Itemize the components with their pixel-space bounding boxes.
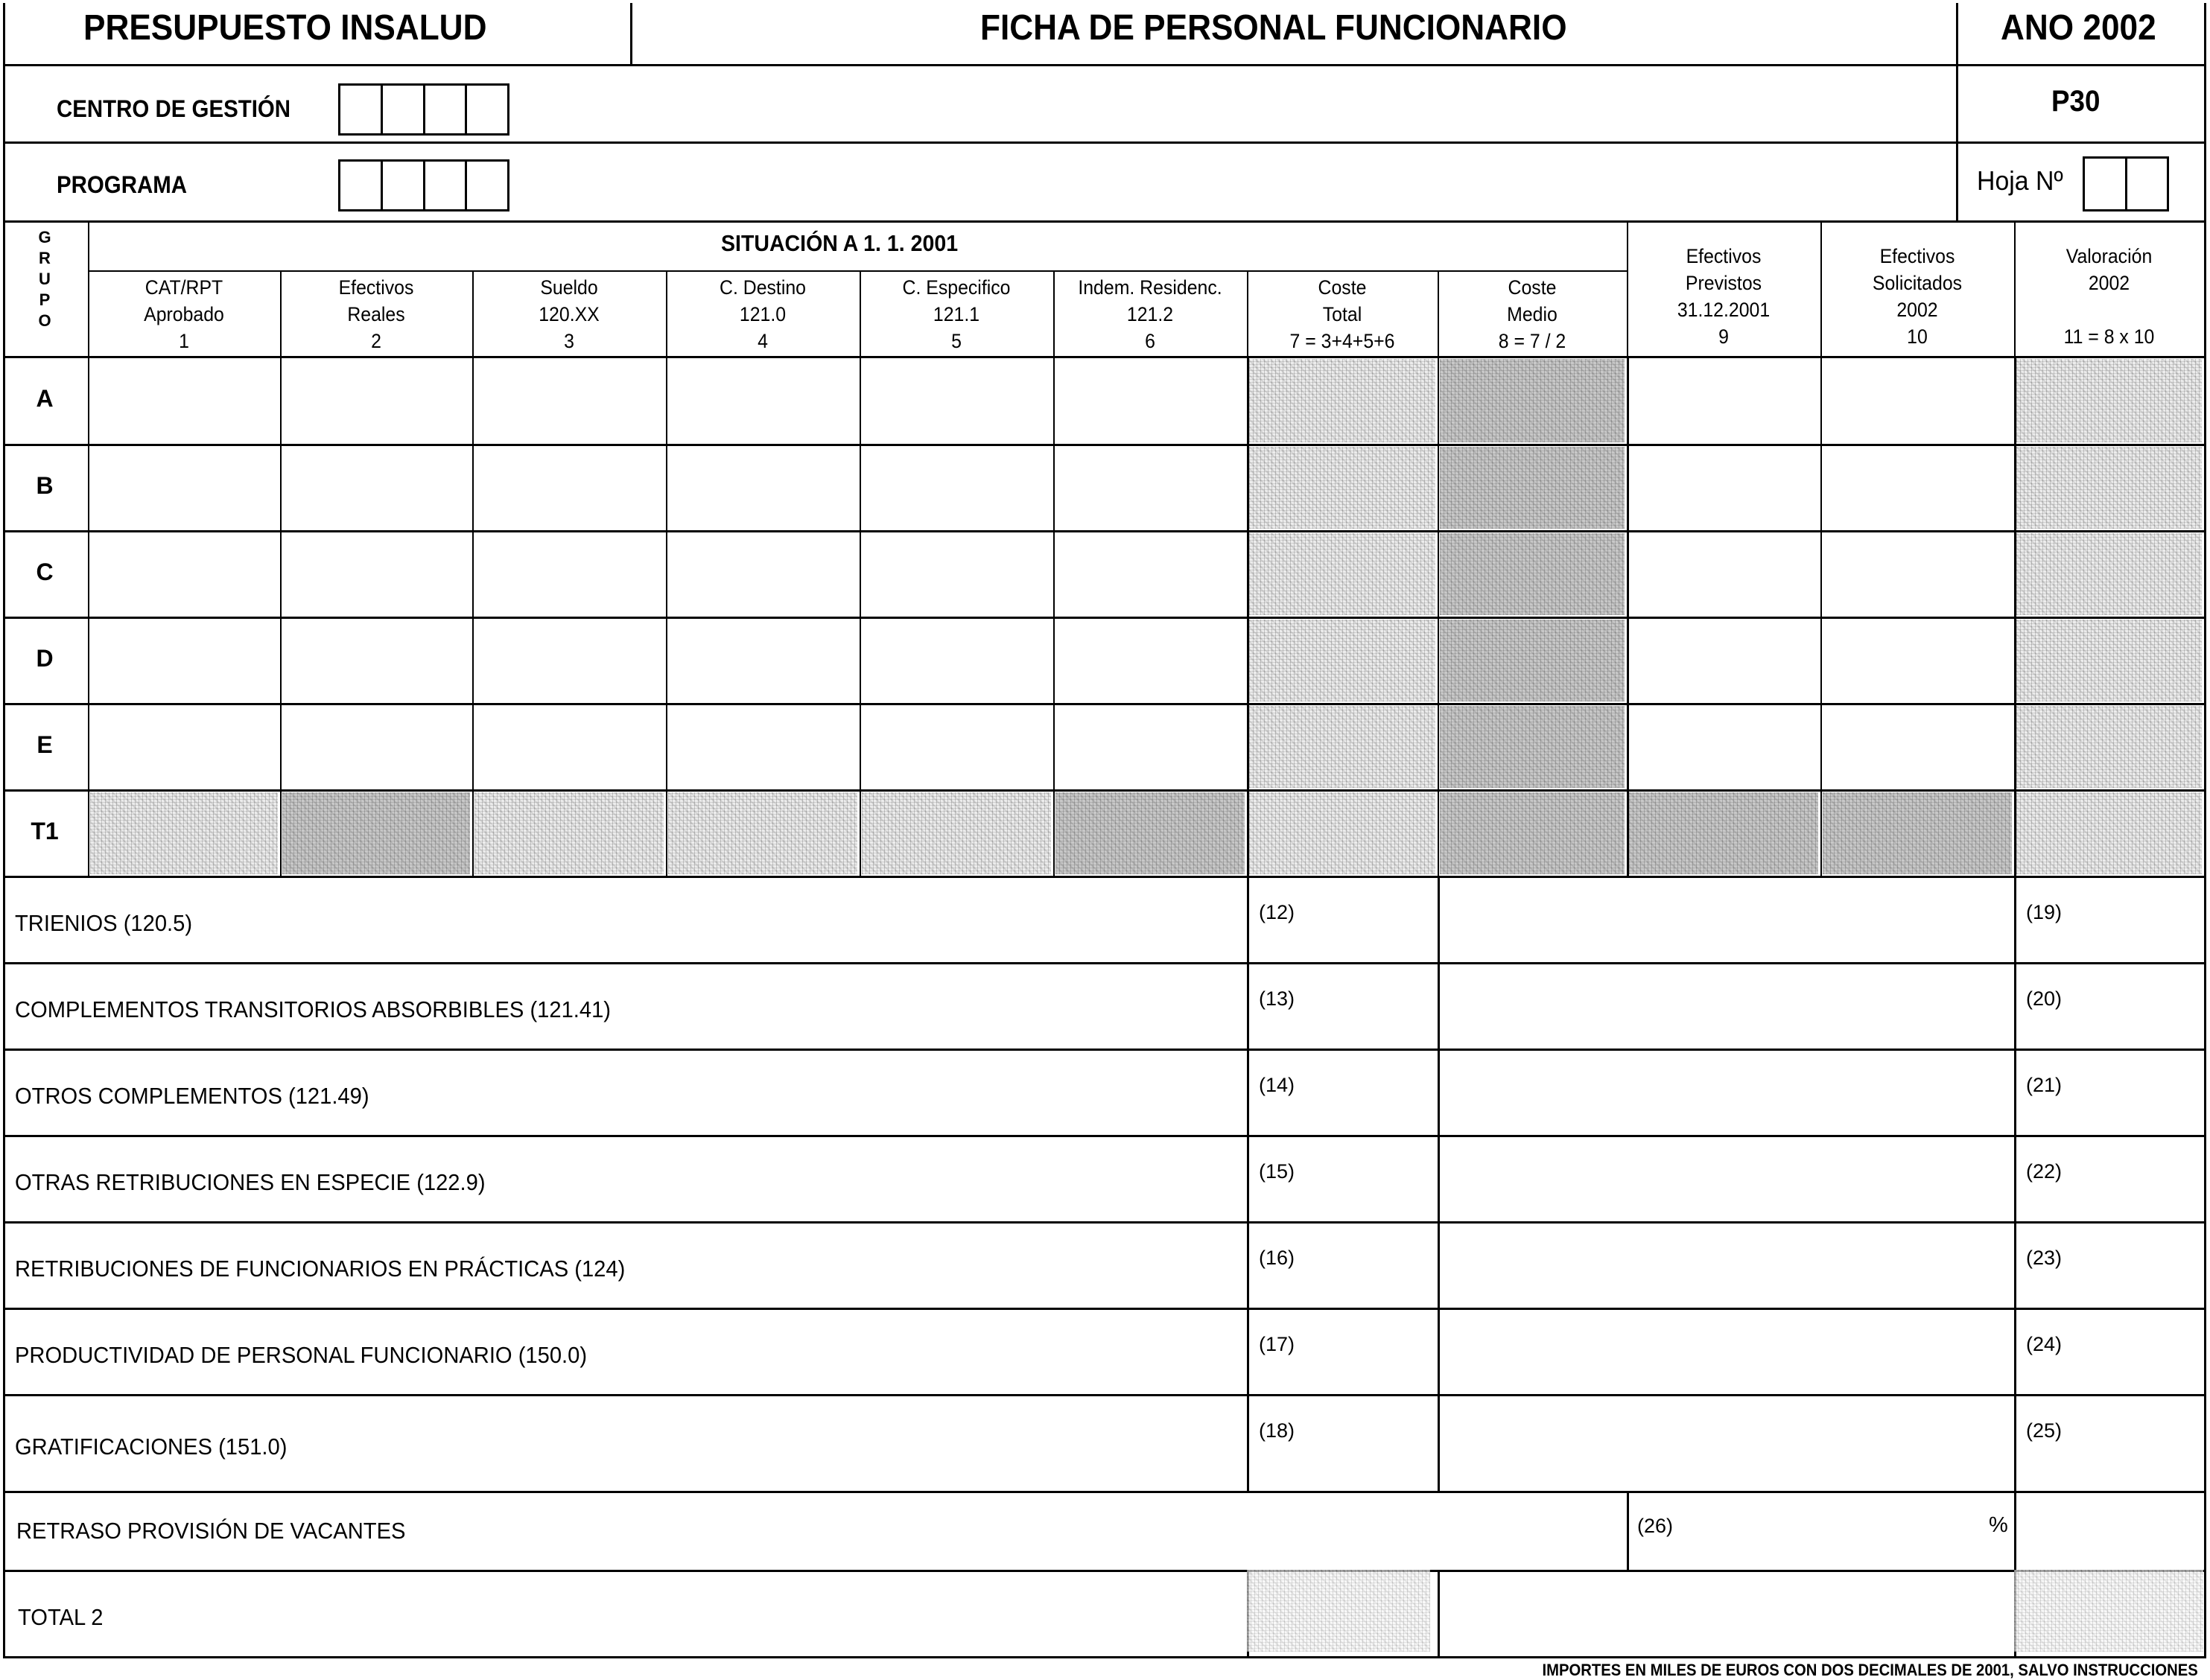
shaded-calculated-cell xyxy=(2016,706,2202,788)
concept-valoracion-field[interactable] xyxy=(2014,1049,2204,1135)
shaded-calculated-cell xyxy=(2016,533,2202,615)
concept-code-left: (16) xyxy=(1259,1247,1295,1269)
column-header-text: Coste xyxy=(1318,276,1367,299)
hoja-number-boxes[interactable] xyxy=(2083,156,2169,211)
rule xyxy=(88,270,1627,272)
rule xyxy=(2204,3,2206,1656)
total2-valoracion-shaded xyxy=(2014,1570,2203,1652)
shaded-calculated-cell xyxy=(1249,533,1435,615)
input-cell[interactable] xyxy=(666,444,860,530)
concept-valoracion-field[interactable] xyxy=(2014,1394,2204,1491)
concept-code-right: (21) xyxy=(2026,1074,2063,1096)
rule xyxy=(3,876,2206,878)
retraso-percent-field[interactable] xyxy=(1627,1491,2014,1568)
input-cell[interactable] xyxy=(88,617,280,703)
column-header-text: C. Especifico xyxy=(902,276,1011,299)
input-cell[interactable] xyxy=(88,444,280,530)
input-cell[interactable] xyxy=(472,617,666,703)
shaded-calculated-cell xyxy=(1440,792,1625,874)
column-header-number: 3 xyxy=(564,330,574,352)
rule xyxy=(1438,876,1440,1491)
rule xyxy=(3,1049,2206,1051)
column-header-7 xyxy=(1254,274,1430,354)
concept-code-left: (14) xyxy=(1259,1074,1295,1096)
rule xyxy=(3,64,2206,66)
input-cell[interactable] xyxy=(1053,530,1247,617)
shaded-calculated-cell xyxy=(2016,447,2202,529)
concept-valoracion-field[interactable] xyxy=(2014,1308,2204,1394)
column-header-10 xyxy=(1828,243,2006,350)
total2-label: TOTAL 2 xyxy=(18,1604,104,1630)
rule xyxy=(3,1394,2206,1396)
input-cell[interactable] xyxy=(860,356,1053,444)
concept-code-right: (23) xyxy=(2026,1247,2063,1269)
column-header-number: 8 = 7 / 2 xyxy=(1498,330,1566,352)
centro-gestion-label: CENTRO DE GESTIÓN xyxy=(57,95,291,122)
input-cell[interactable] xyxy=(472,444,666,530)
column-header-text: Efectivos xyxy=(1686,245,1762,267)
programa-code-boxes[interactable] xyxy=(338,159,509,211)
rule xyxy=(3,220,2206,223)
concept-code-left: (17) xyxy=(1259,1333,1295,1355)
column-header-number: 9 xyxy=(1718,325,1729,348)
concept-code-right: (22) xyxy=(2026,1160,2063,1183)
column-header-number: 4 xyxy=(758,330,768,352)
input-cell[interactable] xyxy=(860,703,1053,789)
shaded-calculated-cell xyxy=(1629,792,1818,874)
column-header-text: 2002 xyxy=(2088,272,2130,294)
group-row-label: A xyxy=(36,385,54,412)
shaded-calculated-cell xyxy=(2016,620,2202,701)
column-header-text: 31.12.2001 xyxy=(1677,299,1771,321)
column-header-text: 121.0 xyxy=(739,303,787,325)
concept-coste-field[interactable] xyxy=(1247,876,1438,962)
column-header-text: Efectivos xyxy=(1879,245,1955,267)
rule xyxy=(3,1135,2206,1137)
input-cell[interactable] xyxy=(1627,617,1820,703)
column-header-text: Coste xyxy=(1508,276,1557,299)
input-cell[interactable] xyxy=(1627,356,1820,444)
grupo-letter: G xyxy=(38,228,51,246)
input-cell[interactable] xyxy=(472,356,666,444)
concept-code-left: (12) xyxy=(1259,901,1295,923)
input-cell[interactable] xyxy=(88,356,280,444)
column-header-6 xyxy=(1061,274,1239,354)
shaded-calculated-cell xyxy=(1440,447,1625,529)
concept-label: GRATIFICACIONES (151.0) xyxy=(15,1434,288,1460)
grupo-letter: O xyxy=(38,311,51,330)
rule xyxy=(3,1570,2206,1572)
column-header-text: 2002 xyxy=(1896,299,1938,321)
grupo-letter: P xyxy=(39,290,51,309)
concept-coste-field[interactable] xyxy=(1247,1049,1438,1135)
shaded-calculated-cell xyxy=(474,792,664,874)
grupo-letter: R xyxy=(39,249,51,267)
concept-coste-field[interactable] xyxy=(1247,1221,1438,1308)
column-header-text: Solicitados xyxy=(1872,272,1963,294)
rule xyxy=(1956,3,1958,222)
column-header-number: 7 = 3+4+5+6 xyxy=(1289,330,1395,352)
budget-title: PRESUPUESTO INSALUD xyxy=(83,8,487,48)
column-header-text: CAT/RPT xyxy=(145,276,223,299)
column-header-number: 1 xyxy=(179,330,189,352)
input-cell[interactable] xyxy=(280,617,472,703)
column-header-5 xyxy=(867,274,1045,354)
column-header-text: 121.2 xyxy=(1126,303,1174,325)
column-header-text: Medio xyxy=(1507,303,1558,325)
column-header-11 xyxy=(2022,243,2197,350)
concept-coste-field[interactable] xyxy=(1247,1135,1438,1221)
total2-coste-shaded xyxy=(1247,1570,1430,1652)
input-cell[interactable] xyxy=(1820,444,2014,530)
input-cell[interactable] xyxy=(666,617,860,703)
input-cell[interactable] xyxy=(1627,530,1820,617)
input-cell[interactable] xyxy=(1820,530,2014,617)
shaded-calculated-cell xyxy=(1249,447,1435,529)
column-header-9 xyxy=(1634,243,1812,350)
concept-valoracion-field[interactable] xyxy=(2014,1135,2204,1221)
input-cell[interactable] xyxy=(280,530,472,617)
column-header-text: Valoración xyxy=(2065,245,2153,267)
shaded-calculated-cell xyxy=(1249,706,1435,788)
column-header-1 xyxy=(95,274,272,354)
column-header-number: 10 xyxy=(1907,325,1928,348)
shaded-calculated-cell xyxy=(1249,620,1435,701)
rule xyxy=(3,1221,2206,1224)
input-cell[interactable] xyxy=(1820,356,2014,444)
column-header-spacer xyxy=(2022,296,2197,323)
rule xyxy=(1438,1570,1440,1656)
concept-coste-field[interactable] xyxy=(1247,1394,1438,1491)
shaded-calculated-cell xyxy=(862,792,1051,874)
shaded-calculated-cell xyxy=(90,792,278,874)
concept-code-right: (24) xyxy=(2026,1333,2063,1355)
rule xyxy=(3,789,2206,792)
footer-note: IMPORTES EN MILES DE EUROS CON DOS DECIMALES DE 2001, SALVO INSTRUCCIONES xyxy=(1542,1661,2198,1679)
shaded-calculated-cell xyxy=(2016,792,2202,874)
column-header-text: Previstos xyxy=(1685,272,1762,294)
input-cell[interactable] xyxy=(1627,703,1820,789)
column-header-2 xyxy=(288,274,464,354)
shaded-calculated-cell xyxy=(1823,792,2012,874)
input-cell[interactable] xyxy=(1053,617,1247,703)
concept-code-left: (18) xyxy=(1259,1419,1295,1442)
concept-valoracion-field[interactable] xyxy=(2014,1221,2204,1308)
column-header-8 xyxy=(1445,274,1619,354)
column-header-text: Indem. Residenc. xyxy=(1078,276,1222,299)
concept-label: PRODUCTIVIDAD DE PERSONAL FUNCIONARIO (150.0) xyxy=(15,1342,588,1368)
input-cell[interactable] xyxy=(280,444,472,530)
concept-label: RETRIBUCIONES DE FUNCIONARIOS EN PRÁCTICAS (124) xyxy=(15,1256,626,1282)
column-header-text: Sueldo xyxy=(540,276,598,299)
rule xyxy=(3,141,2206,144)
column-header-number: 5 xyxy=(951,330,962,352)
rule xyxy=(3,962,2206,964)
concept-code-right: (25) xyxy=(2026,1419,2063,1442)
group-row-label: B xyxy=(36,472,54,499)
shaded-calculated-cell xyxy=(1055,792,1245,874)
situacion-heading: SITUACIÓN A 1. 1. 2001 xyxy=(721,230,959,256)
grupo-letter: U xyxy=(39,270,51,288)
group-row-label: E xyxy=(36,731,53,758)
column-header-4 xyxy=(673,274,851,354)
column-header-text: Aprobado xyxy=(144,303,224,325)
rule xyxy=(1438,270,1439,876)
column-header-number: 6 xyxy=(1145,330,1155,352)
shaded-calculated-cell xyxy=(1249,792,1435,874)
column-header-text: Total xyxy=(1322,303,1362,325)
rule xyxy=(3,1308,2206,1310)
input-cell[interactable] xyxy=(666,703,860,789)
concept-coste-field[interactable] xyxy=(1247,1308,1438,1394)
centro-gestion-code-boxes[interactable] xyxy=(338,83,509,136)
column-header-text: 121.1 xyxy=(933,303,980,325)
retraso-label: RETRASO PROVISIÓN DE VACANTES xyxy=(16,1518,406,1544)
shaded-calculated-cell xyxy=(2016,359,2202,442)
group-row-label: C xyxy=(36,559,54,585)
retraso-percent: % xyxy=(1989,1513,2008,1537)
form-title: FICHA DE PERSONAL FUNCIONARIO xyxy=(980,8,1567,48)
input-cell[interactable] xyxy=(280,703,472,789)
input-cell[interactable] xyxy=(472,703,666,789)
input-cell[interactable] xyxy=(88,703,280,789)
rule xyxy=(3,1656,2206,1658)
shaded-calculated-cell xyxy=(1249,359,1435,442)
input-cell[interactable] xyxy=(860,444,1053,530)
concept-code-left: (15) xyxy=(1259,1160,1295,1183)
concept-valoracion-field[interactable] xyxy=(2014,876,2204,962)
year-label: ANO 2002 xyxy=(2001,8,2156,48)
programa-label: PROGRAMA xyxy=(57,171,188,198)
shaded-calculated-cell xyxy=(668,792,857,874)
input-cell[interactable] xyxy=(666,530,860,617)
input-cell[interactable] xyxy=(88,530,280,617)
shaded-calculated-cell xyxy=(1440,620,1625,701)
retraso-code: (26) xyxy=(1637,1515,1674,1537)
column-header-number: 2 xyxy=(371,330,381,352)
concept-label: OTRAS RETRIBUCIONES EN ESPECIE (122.9) xyxy=(15,1169,486,1195)
shaded-calculated-cell xyxy=(282,792,470,874)
funcionario-form xyxy=(3,3,2206,1656)
group-row-label: D xyxy=(36,645,54,672)
input-cell[interactable] xyxy=(860,530,1053,617)
column-header-text: 120.XX xyxy=(539,303,600,325)
input-cell[interactable] xyxy=(280,356,472,444)
rule xyxy=(630,3,632,66)
column-header-3 xyxy=(480,274,658,354)
form-code: P30 xyxy=(2051,85,2101,118)
input-cell[interactable] xyxy=(666,356,860,444)
column-header-text: Efectivos xyxy=(338,276,414,299)
input-cell[interactable] xyxy=(472,530,666,617)
concept-valoracion-field[interactable] xyxy=(2014,962,2204,1049)
input-cell[interactable] xyxy=(1053,703,1247,789)
concept-coste-field[interactable] xyxy=(1247,962,1438,1049)
shaded-calculated-cell xyxy=(1440,359,1625,442)
input-cell[interactable] xyxy=(860,617,1053,703)
column-header-number: 11 = 8 x 10 xyxy=(2063,325,2155,348)
group-row-label: T1 xyxy=(31,818,59,844)
concept-label: TRIENIOS (120.5) xyxy=(15,910,193,936)
concept-code-left: (13) xyxy=(1259,987,1295,1010)
column-header-text: C. Destino xyxy=(720,276,806,299)
column-header-text: Reales xyxy=(347,303,405,325)
concept-code-right: (19) xyxy=(2026,901,2063,923)
input-cell[interactable] xyxy=(1053,444,1247,530)
concept-code-right: (20) xyxy=(2026,987,2063,1010)
concept-label: OTROS COMPLEMENTOS (121.49) xyxy=(15,1083,369,1109)
shaded-calculated-cell xyxy=(1440,706,1625,788)
shaded-calculated-cell xyxy=(1440,533,1625,615)
input-cell[interactable] xyxy=(1820,703,2014,789)
concept-label: COMPLEMENTOS TRANSITORIOS ABSORBIBLES (121.41) xyxy=(15,996,611,1022)
input-cell[interactable] xyxy=(1627,444,1820,530)
hoja-label: Hoja Nº xyxy=(1977,165,2063,196)
input-cell[interactable] xyxy=(1053,356,1247,444)
input-cell[interactable] xyxy=(1820,617,2014,703)
